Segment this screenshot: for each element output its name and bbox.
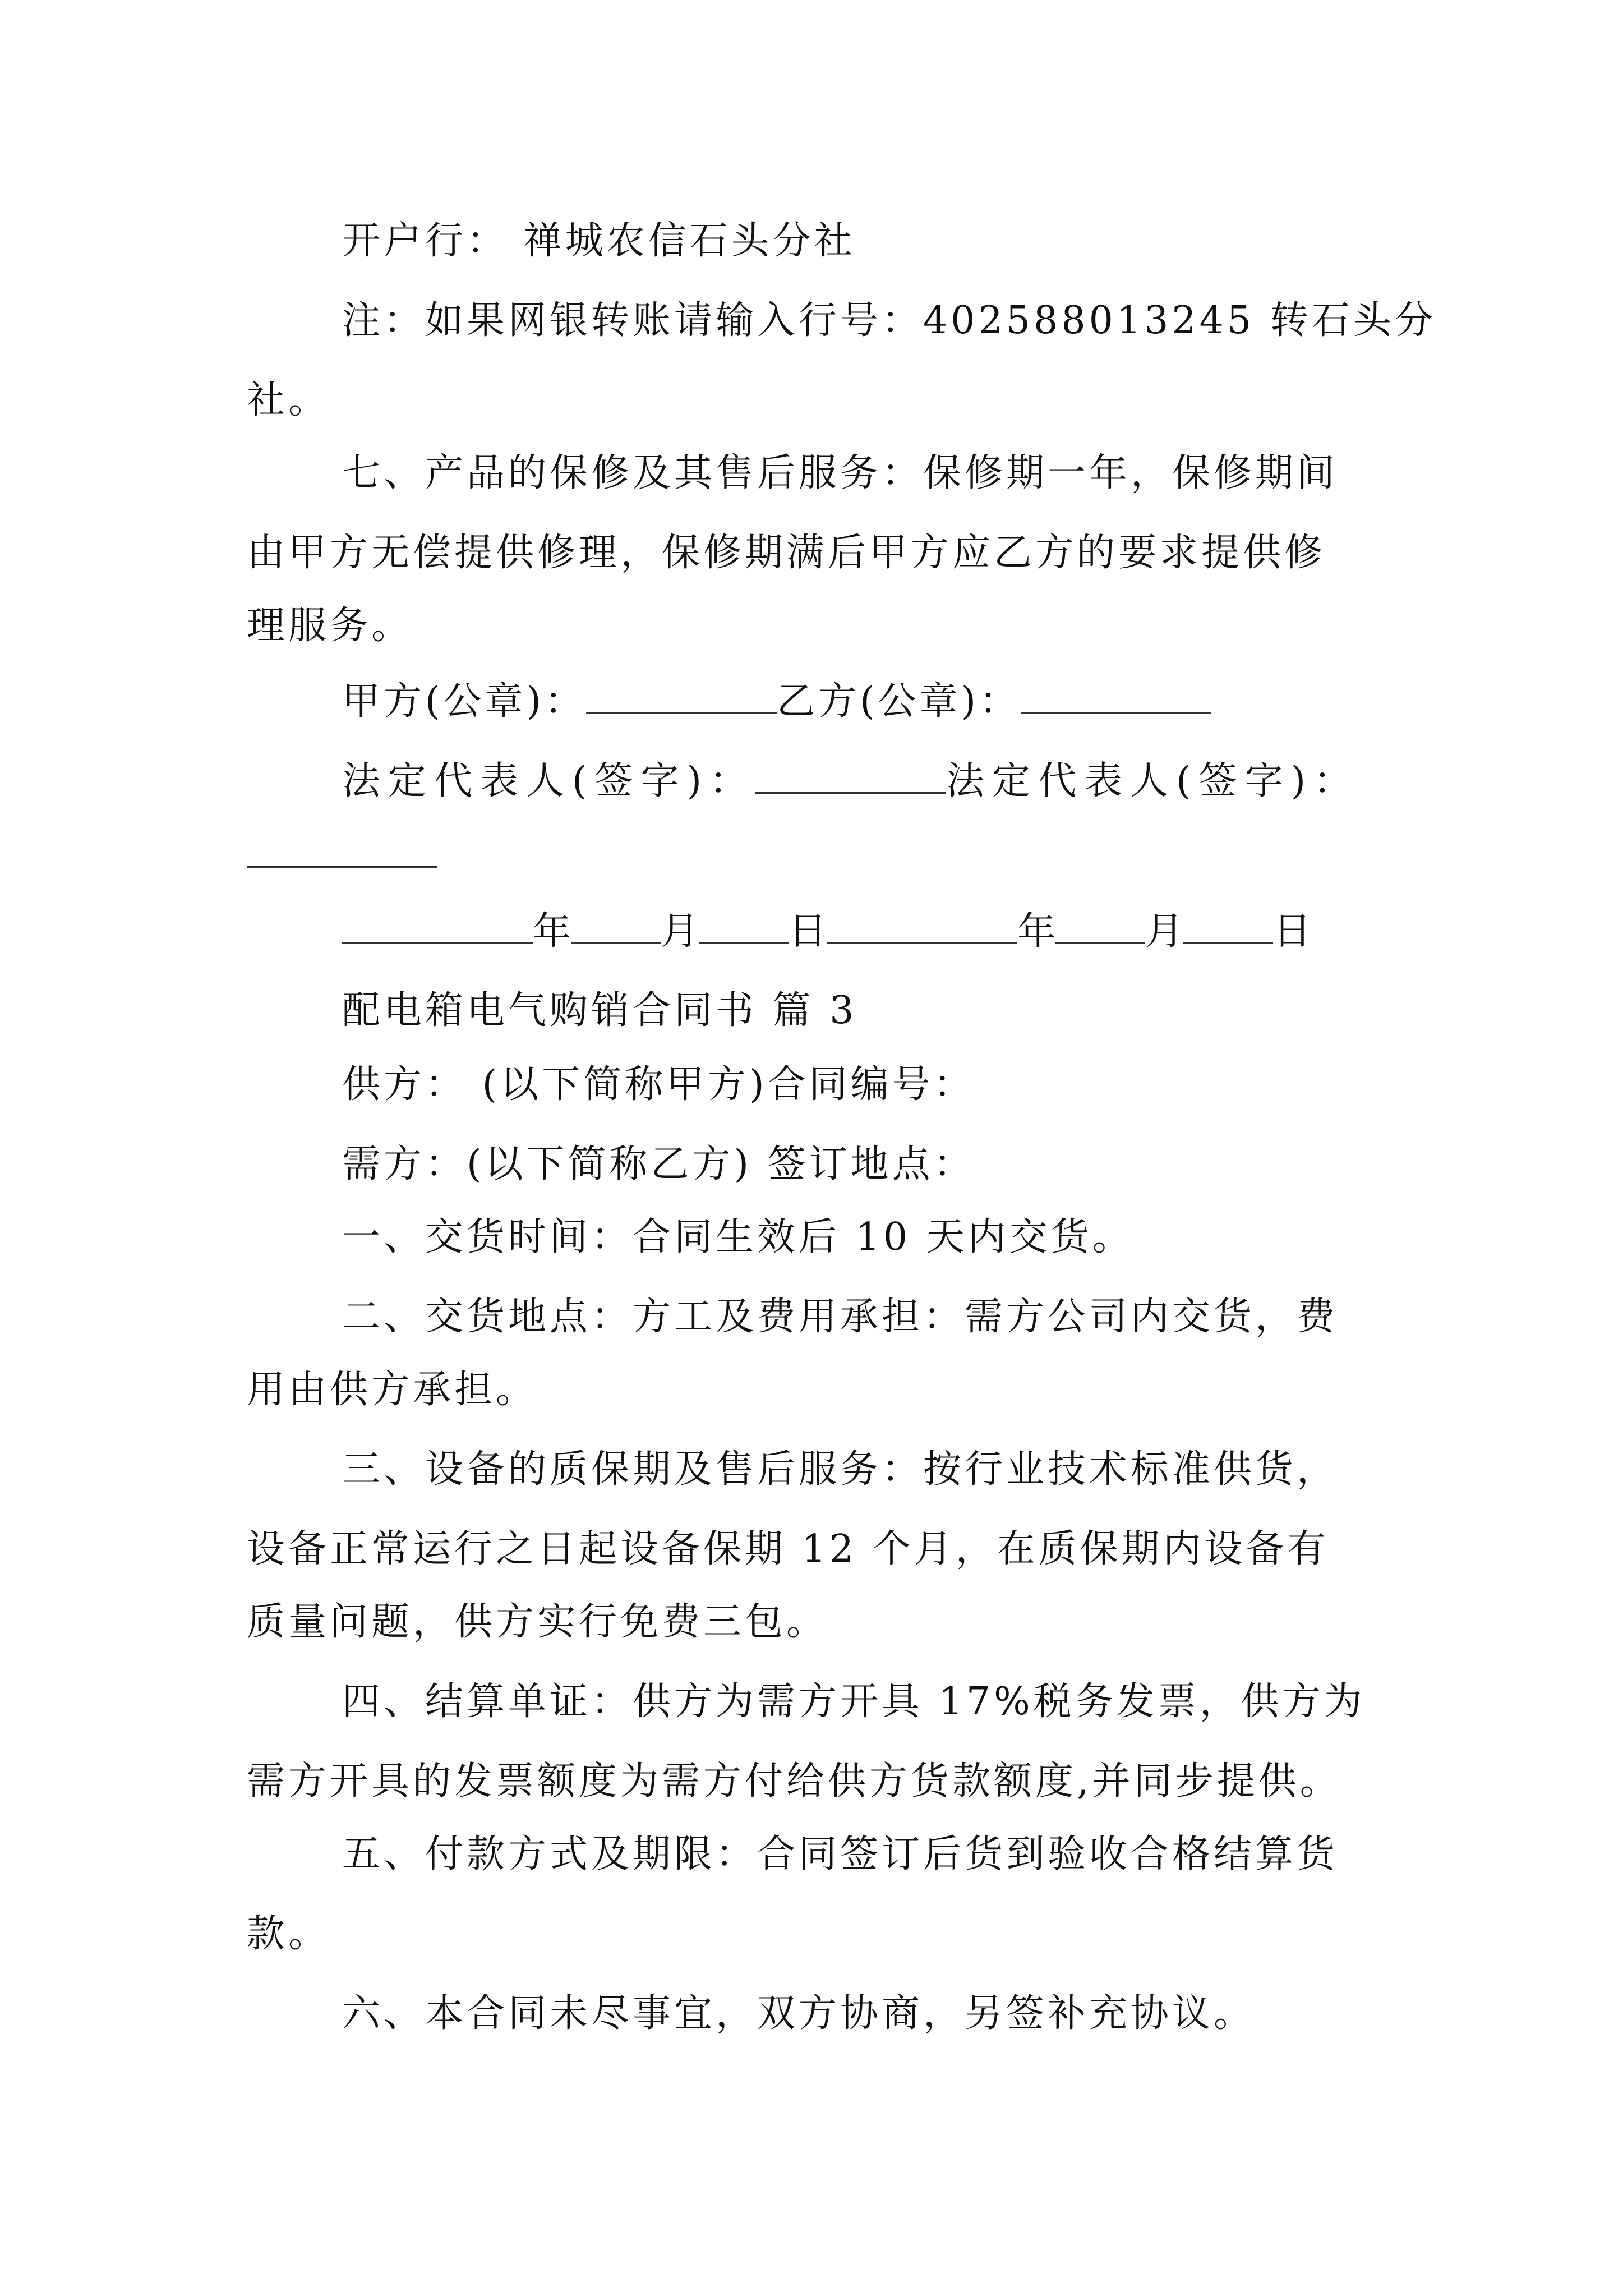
clause-2-cont: 用由供方承担。 xyxy=(247,1368,538,1412)
party-b-month-label: 月 xyxy=(1145,909,1184,954)
party-a-year-blank xyxy=(342,909,533,944)
party-b-seal-blank xyxy=(1021,679,1211,714)
party-a-seal-blank xyxy=(586,679,777,714)
representative-line xyxy=(342,758,1359,804)
party-b-rep-label: 法定代表人(签字)： xyxy=(946,759,1360,803)
party-a-rep-label: 法定代表人(签字)： xyxy=(342,759,756,803)
party-b-day-label: 日 xyxy=(1273,909,1312,954)
clause-2: 二、交货地点：方工及费用承担：需方公司内交货，费 xyxy=(342,1295,1339,1339)
clause-5-cont: 款。 xyxy=(247,1912,330,1956)
section-title: 配电箱电气购销合同书 篇 3 xyxy=(342,988,857,1033)
party-b-year-blank xyxy=(827,909,1017,944)
note-line: 注：如果网银转账请输入行号：402588013245 转石头分 xyxy=(342,298,1436,343)
party-b-month-blank xyxy=(1055,909,1145,944)
clause-3: 三、设备的质保期及售后服务：按行业技术标准供货， xyxy=(342,1447,1339,1492)
clause-5: 五、付款方式及期限：合同签订后货到验收合格结算货 xyxy=(342,1832,1339,1876)
warranty-clause: 七、产品的保修及其售后服务：保修期一年，保修期间 xyxy=(342,451,1339,495)
seal-line xyxy=(342,679,1211,724)
party-b-year-label: 年 xyxy=(1017,909,1056,954)
clause-4: 四、结算单证：供方为需方开具 17%税务发票，供方为 xyxy=(342,1680,1366,1724)
warranty-clause-cont-2: 理服务。 xyxy=(247,604,413,648)
party-b-seal-label: 乙方(公章)： xyxy=(777,679,1021,724)
clause-3-cont-2: 质量问题，供方实行免费三包。 xyxy=(247,1600,828,1644)
party-a-seal-label: 甲方(公章)： xyxy=(342,679,587,724)
bank-line: 开户行： 禅城农信石头分社 xyxy=(342,219,856,263)
party-a-year-label: 年 xyxy=(533,909,571,954)
party-a-month-blank xyxy=(571,909,661,944)
party-a-day-label: 日 xyxy=(789,909,827,954)
clause-3-cont-1: 设备正常运行之日起设备保期 12 个月，在质保期内设备有 xyxy=(247,1527,1329,1571)
party-a-day-blank xyxy=(699,909,789,944)
note-line-cont: 社。 xyxy=(247,378,330,422)
buyer-line: 需方：(以下简称乙方) 签订地点： xyxy=(342,1142,975,1186)
warranty-clause-cont-1: 由甲方无偿提供修理，保修期满后甲方应乙方的要求提供修 xyxy=(247,531,1326,575)
clause-4-cont: 需方开具的发票额度为需方付给供方货款额度,并同步提供。 xyxy=(247,1759,1341,1803)
clause-6: 六、本合同未尽事宜，双方协商，另签补充协议。 xyxy=(342,1991,1256,2036)
party-a-month-label: 月 xyxy=(661,909,699,954)
date-line xyxy=(342,909,1311,954)
party-b-rep-blank xyxy=(247,832,437,868)
supplier-line: 供方： (以下简称甲方)合同编号： xyxy=(342,1062,975,1107)
clause-1: 一、交货时间：合同生效后 10 天内交货。 xyxy=(342,1215,1134,1259)
party-a-rep-blank xyxy=(755,758,946,794)
representative-line-cont xyxy=(247,832,437,878)
party-b-day-blank xyxy=(1183,909,1273,944)
